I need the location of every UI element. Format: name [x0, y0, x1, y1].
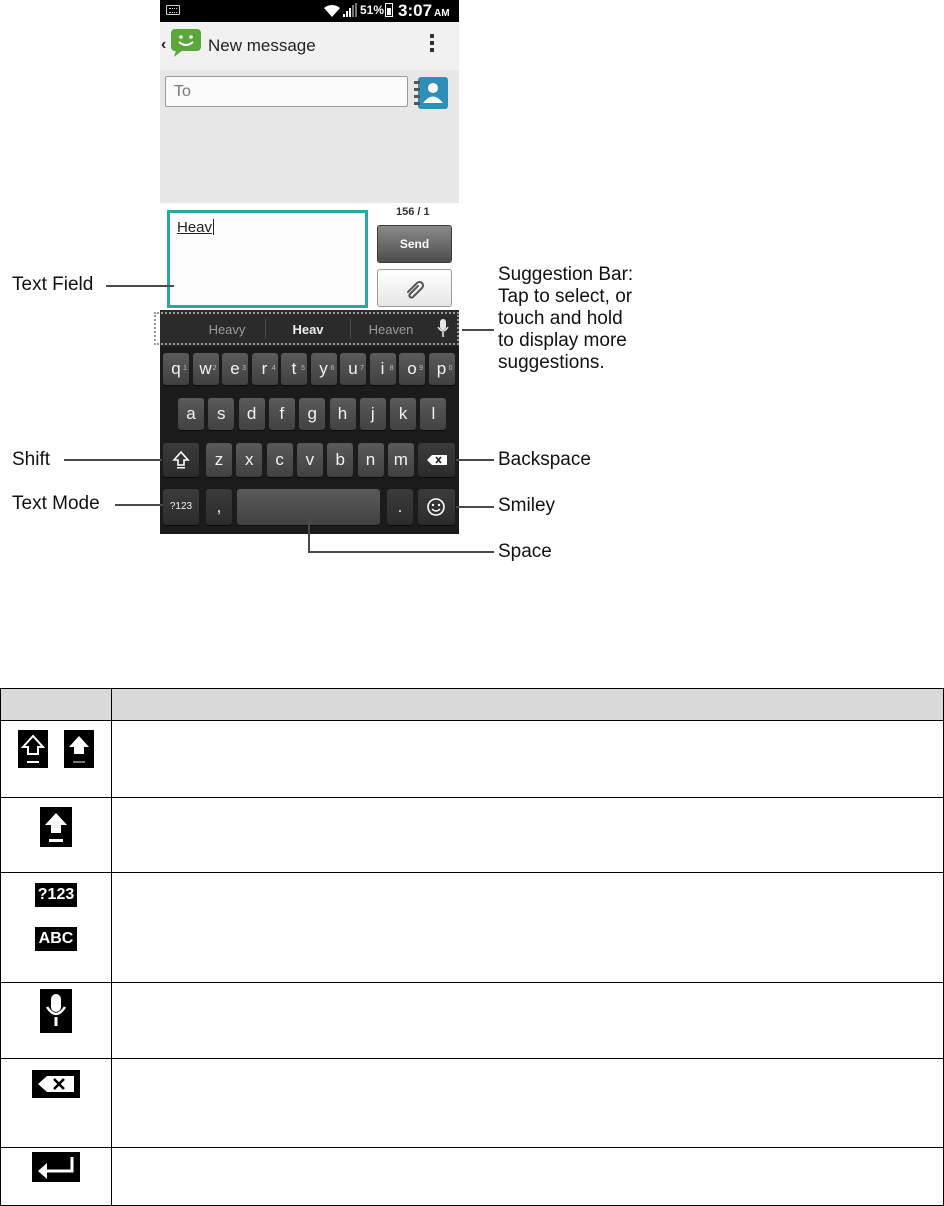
text-mode-key[interactable] [163, 489, 199, 525]
callout-shift: Shift [12, 449, 51, 470]
key-u-hint: 7 [360, 365, 364, 372]
key-p-label: p [436, 359, 447, 378]
phone-screenshot [160, 0, 459, 534]
key-r-hint: 4 [271, 365, 276, 372]
key-t[interactable] [281, 353, 307, 385]
compose-area [160, 203, 459, 310]
key-y-label: y [319, 359, 328, 378]
key-i[interactable] [370, 353, 396, 385]
shift-off-icon [18, 730, 48, 768]
table-cell-description [112, 1148, 944, 1206]
key-r-label: r [261, 359, 268, 378]
key-t-label: t [291, 359, 297, 378]
key-f-label: f [279, 404, 285, 423]
key-i-label: i [380, 359, 385, 378]
screen-title: New message [208, 36, 316, 55]
key-u[interactable] [340, 353, 366, 385]
callout-line-suggestion-bar [462, 329, 494, 331]
key-w-label: w [199, 359, 212, 378]
key-q-label: q [171, 359, 181, 378]
key-c[interactable] [267, 443, 293, 477]
header-icon-column [1, 689, 112, 721]
key-j-label: j [370, 404, 375, 423]
key-b[interactable] [327, 443, 353, 477]
backspace-key-icon [32, 1070, 80, 1098]
key-u-label: u [348, 359, 358, 378]
smiley-key[interactable] [418, 489, 455, 525]
keyboard-icon-table [0, 688, 944, 1206]
key-s-label: s [217, 404, 226, 423]
callout-line-smiley [456, 506, 494, 508]
table-row [1, 798, 944, 873]
table-cell-icon [1, 1148, 112, 1206]
key-q[interactable] [163, 353, 189, 385]
battery-percent: 51% [360, 3, 385, 17]
character-counter: 156 / 1 [396, 206, 430, 218]
key-y[interactable] [311, 353, 337, 385]
text-mode-alpha-icon: ABC [35, 927, 78, 951]
callout-text-field: Text Field [12, 274, 94, 295]
microphone-key-icon [40, 989, 72, 1033]
messaging-app-icon[interactable] [170, 28, 202, 58]
key-d[interactable] [239, 398, 265, 430]
table-header-row [1, 689, 944, 721]
key-f[interactable] [269, 398, 295, 430]
callout-line-backspace [456, 459, 494, 461]
header-description-column [112, 689, 944, 721]
key-k[interactable] [390, 398, 416, 430]
callout-suggestion-bar: Suggestion Bar: Tap to select, or touch and hold to display more suggestions. [498, 264, 634, 373]
key-o-hint: 9 [419, 365, 423, 372]
callout-line-shift [64, 459, 162, 461]
suggestion-bar-highlight [154, 312, 459, 345]
to-field[interactable]: To [165, 76, 408, 107]
table-row [1, 1059, 944, 1148]
send-button[interactable]: Send [377, 225, 452, 263]
recipient-area [160, 70, 459, 203]
table-row [1, 983, 944, 1059]
suggestion-2[interactable]: Heav [292, 322, 324, 337]
table-cell-description [112, 873, 944, 983]
callout-line-space [308, 551, 494, 553]
table-cell-description [112, 721, 944, 798]
clock: 3:07 AM [398, 1, 450, 20]
key-p-hint: 0 [448, 365, 453, 372]
backspace-key[interactable] [418, 443, 455, 477]
key-m[interactable] [388, 443, 414, 477]
callout-space: Space [498, 541, 552, 562]
shift-key[interactable] [163, 443, 199, 477]
key-h[interactable] [330, 398, 356, 430]
enter-key-icon [32, 1152, 80, 1182]
paperclip-icon [404, 278, 428, 300]
key-g[interactable] [299, 398, 325, 430]
table-row [1, 721, 944, 798]
key-e[interactable] [222, 353, 248, 385]
callout-line-space-vertical [308, 519, 310, 553]
key-v-label: v [305, 450, 315, 469]
period-key[interactable] [387, 489, 413, 525]
callout-text-mode: Text Mode [12, 493, 100, 514]
key-s[interactable] [208, 398, 234, 430]
period-key-label: . [397, 497, 403, 516]
text-mode-numeric-icon: ?123 [35, 883, 77, 907]
signal-icon [342, 3, 358, 18]
callout-line-text-mode [115, 504, 163, 506]
key-o[interactable] [399, 353, 425, 385]
keyboard-notification-icon [166, 5, 180, 15]
suggestion-1[interactable]: Heavy [208, 322, 246, 337]
key-l[interactable] [420, 398, 446, 430]
key-t-hint: 5 [301, 365, 305, 372]
key-c-label: c [275, 450, 284, 469]
shift-on-icon [64, 730, 94, 768]
attach-button[interactable] [377, 269, 452, 307]
battery-icon [385, 3, 393, 17]
key-y-hint: 6 [330, 365, 335, 372]
smiley-icon [426, 497, 446, 517]
key-l-label: l [431, 404, 436, 423]
table-cell-icon [1, 873, 112, 983]
table-cell-icon [1, 1059, 112, 1148]
key-r[interactable] [252, 353, 278, 385]
wifi-icon [323, 3, 341, 18]
caps-lock-icon [40, 807, 72, 847]
table-row [1, 873, 944, 983]
key-g-label: g [307, 404, 317, 423]
table-row [1, 1148, 944, 1206]
table-cell-description [112, 1059, 944, 1148]
shift-icon [172, 450, 190, 470]
key-w-hint: 2 [212, 365, 217, 372]
callout-smiley: Smiley [498, 495, 556, 516]
comma-key[interactable] [206, 489, 232, 525]
key-x[interactable] [236, 443, 262, 477]
key-q-hint: 1 [183, 365, 187, 372]
table-cell-icon [1, 798, 112, 873]
key-e-hint: 3 [242, 365, 246, 372]
key-e-label: e [230, 359, 240, 378]
table-cell-description [112, 798, 944, 873]
suggestion-3[interactable]: Heaven [368, 322, 414, 337]
key-z[interactable] [206, 443, 232, 477]
back-chevron-icon[interactable]: ‹ [161, 36, 167, 53]
contact-picker-icon[interactable] [414, 76, 450, 110]
key-a-label: a [186, 404, 196, 423]
key-i-hint: 8 [389, 365, 394, 372]
key-p[interactable] [429, 353, 455, 385]
action-bar [160, 22, 459, 71]
key-h-label: h [337, 404, 348, 423]
key-b-label: b [335, 450, 345, 469]
message-text-field[interactable]: Heav [167, 210, 368, 308]
key-a[interactable] [178, 398, 204, 430]
key-z-label: z [214, 450, 224, 469]
backspace-icon [426, 454, 448, 466]
callout-line-text-field [106, 285, 174, 287]
table-cell-icon [1, 721, 112, 798]
key-x-label: x [245, 450, 254, 469]
key-n-label: n [365, 450, 376, 469]
table-cell-icon [1, 983, 112, 1059]
key-d-label: d [246, 404, 257, 423]
key-w[interactable] [193, 353, 219, 385]
table-cell-description [112, 983, 944, 1059]
text-mode-key-label: ?123 [169, 501, 193, 512]
comma-key-label: , [216, 497, 222, 516]
key-m-label: m [393, 450, 408, 469]
key-n[interactable] [358, 443, 384, 477]
key-k-label: k [398, 404, 408, 423]
overflow-menu-icon[interactable] [430, 34, 436, 54]
callout-backspace: Backspace [498, 449, 591, 470]
key-v[interactable] [297, 443, 323, 477]
key-o-label: o [407, 359, 417, 378]
status-bar [160, 0, 459, 22]
key-j[interactable] [360, 398, 386, 430]
